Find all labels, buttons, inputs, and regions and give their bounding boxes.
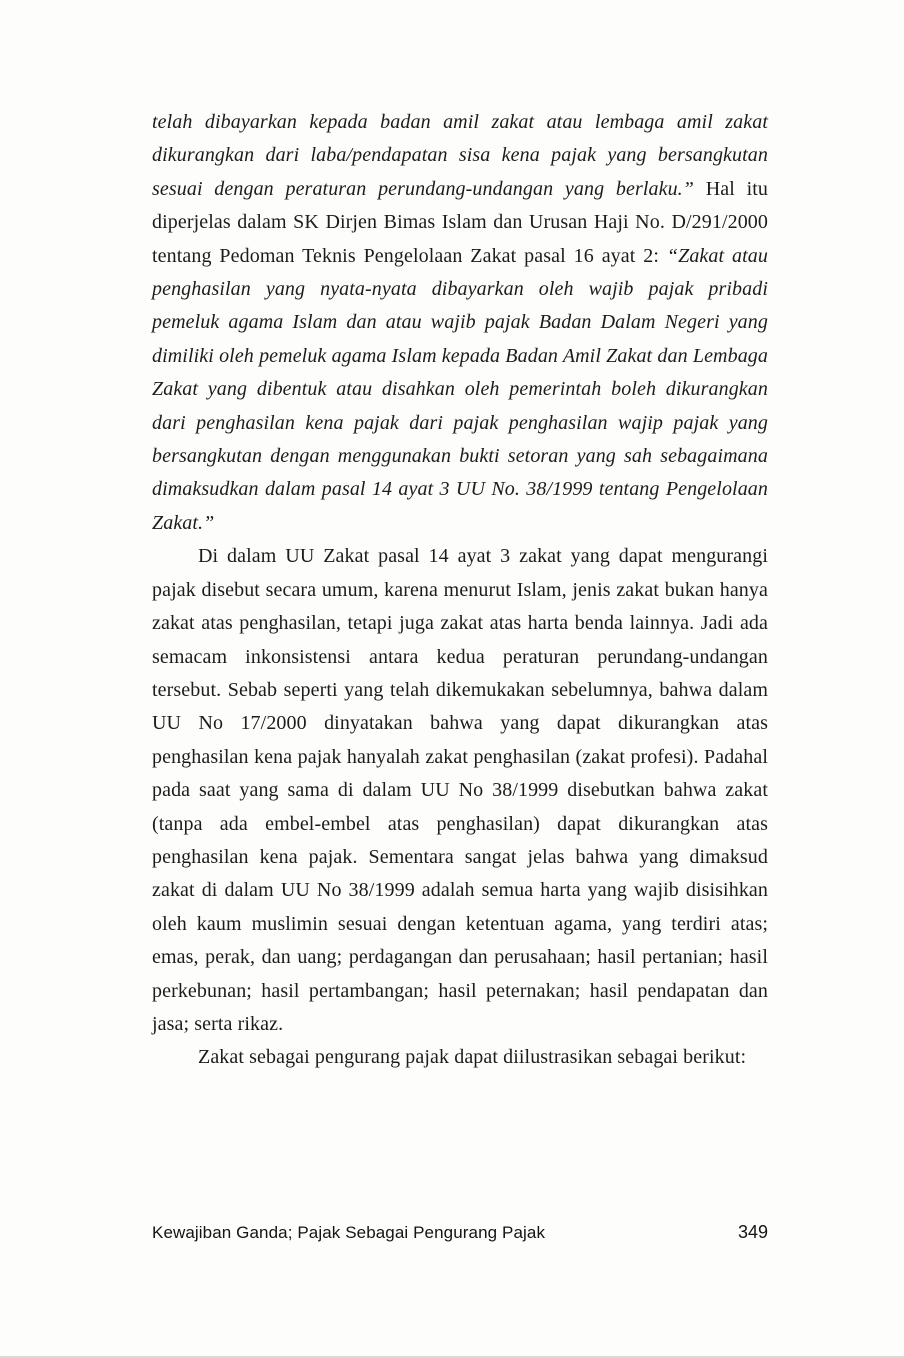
text-segment-regular: Di dalam UU Zakat pasal 14 ayat 3 zakat yang dapat mengurangi pajak disebut secara umum, karena menurut Islam, jenis zakat bukan hanya zakat atas penghasilan, tetapi juga zakat atas harta benda lainnya. Jadi ada semacam inkonsistensi antara kedua peraturan perundang-undangan tersebut. Sebab seperti yang telah dikemukakan sebelumnya, bahwa dalam UU No 17/2000 dinyatakan bahwa yang dapat dikurangkan atas penghasilan kena pajak hanyalah zakat penghasilan (zakat profesi). Padahal pada saat yang sama di dalam UU No 38/1999 disebutkan bahwa zakat (tanpa ada embel-embel atas penghasilan) dapat dikurangkan atas penghasilan kena pajak. Sementara sangat jelas bahwa yang dimaksud zakat di dalam UU No 38/1999 adalah semua harta yang wajib disisihkan oleh kaum muslimin sesuai dengan ketentuan agama, yang terdiri atas; emas, perak, dan uang; perdagangan dan perusahaan; hasil pertanian; hasil perkebunan; hasil pertambangan; hasil peternakan; hasil pendapatan dan jasa; serta rikaz. [152,545,768,1035]
paragraph-illustration-lead [152,1041,768,1074]
text-segment-italic-quote: “Zakat atau penghasilan yang nyata-nyata dibayarkan oleh wajib pajak pribadi pemeluk agama Islam dan atau wajib pajak Badan Dalam Negeri yang dimiliki oleh pemeluk agama Islam kepada Badan Amil Zakat dan Lembaga Zakat yang dibentuk atau disahkan oleh pemerintah boleh dikurangkan dari penghasilan kena pajak dari pajak penghasilan wajip pajak yang bersangkutan dengan menggunakan bukti setoran yang sah sebagaimana dimaksudkan dalam pasal 14 ayat 3 UU No. 38/1999 tentang Pengelolaan Zakat.” [152,244,768,534]
page-body [152,106,768,1075]
page-number: 349 [737,1222,768,1242]
text-segment-regular: Zakat sebagai pengurang pajak dapat diilustrasikan sebagai berikut: [198,1046,747,1069]
running-footer-title: Kewajiban Ganda; Pajak Sebagai Pengurang Pajak [152,1223,546,1242]
page-footer [152,1222,768,1243]
paragraph-quote-continuation [152,106,768,540]
text-segment-regular: Hal itu diperjelas dalam SK Dirjen Bimas Islam dan Urusan Haji No. D/291/2000 tentang Pedoman Teknis Pengelolaan Zakat pasal 16 ayat 2: [152,177,768,267]
text-segment-italic-quote: telah dibayarkan kepada badan amil zakat atau lembaga amil zakat dikurangkan dari laba/pendapatan sisa kena pajak yang bersangkutan sesuai dengan peraturan perundang-undangan yang berlaku.” [152,111,768,200]
paragraph-body [152,540,768,1041]
